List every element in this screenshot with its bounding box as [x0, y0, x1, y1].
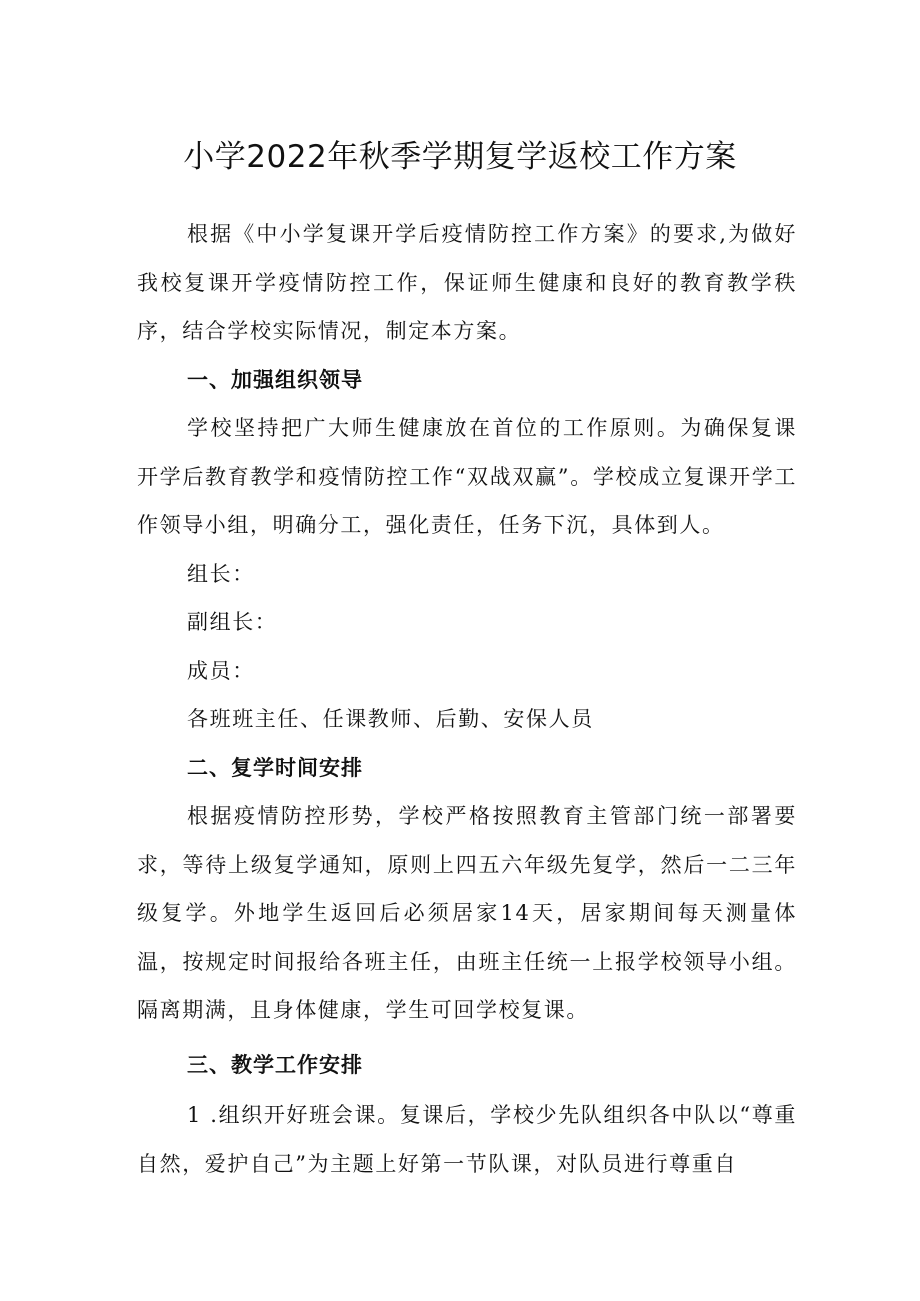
leader-line: 组长： [187, 561, 255, 586]
section-3-heading: 三、教学工作安排 [187, 1052, 363, 1077]
section-1-paragraph: 学校坚持把广大师生健康放在首位的工作原则。为确保复课开学后教育教学和疫情防控工作“双战双赢”。学校成立复课开学工作领导小组，明确分工，强化责任，任务下沉，具体到人。 [137, 416, 797, 537]
section-2-paragraph: 根据疫情防控形势，学校严格按照教育主管部门统一部署要求，等待上级复学通知，原则上四五六年级先复学，然后一二三年级复学。外地学生返回后必须居家14天，居家期间每天测量体温，按规定时间报给各班主任，由班主任统一上报学校领导小组。隔离期满，且身体健康，学生可回学校复课。 [137, 804, 797, 1022]
document-title: 小学2022年秋季学期复学返校工作方案 [183, 139, 737, 175]
document-body [137, 210, 797, 1188]
members-label-line: 成员： [187, 658, 255, 683]
intro-paragraph: 根据《中小学复课开学后疫情防控工作方案》的要求,为做好我校复课开学疫情防控工作，保证师生健康和良好的教育教学秩序，结合学校实际情况，制定本方案。 [137, 222, 797, 343]
deputy-leader-line: 副组长： [187, 610, 278, 634]
section-1-heading: 一、加强组织领导 [187, 367, 363, 392]
section-3-paragraph: 1 .组织开好班会课。复课后，学校少先队组织各中队以“尊重自然，爱护自己”为主题上好第一节队课，对队员进行尊重自 [137, 1103, 797, 1176]
section-2-heading: 二、复学时间安排 [187, 755, 363, 780]
members-line: 各班班主任、任课教师、后勤、安保人员 [187, 707, 594, 731]
